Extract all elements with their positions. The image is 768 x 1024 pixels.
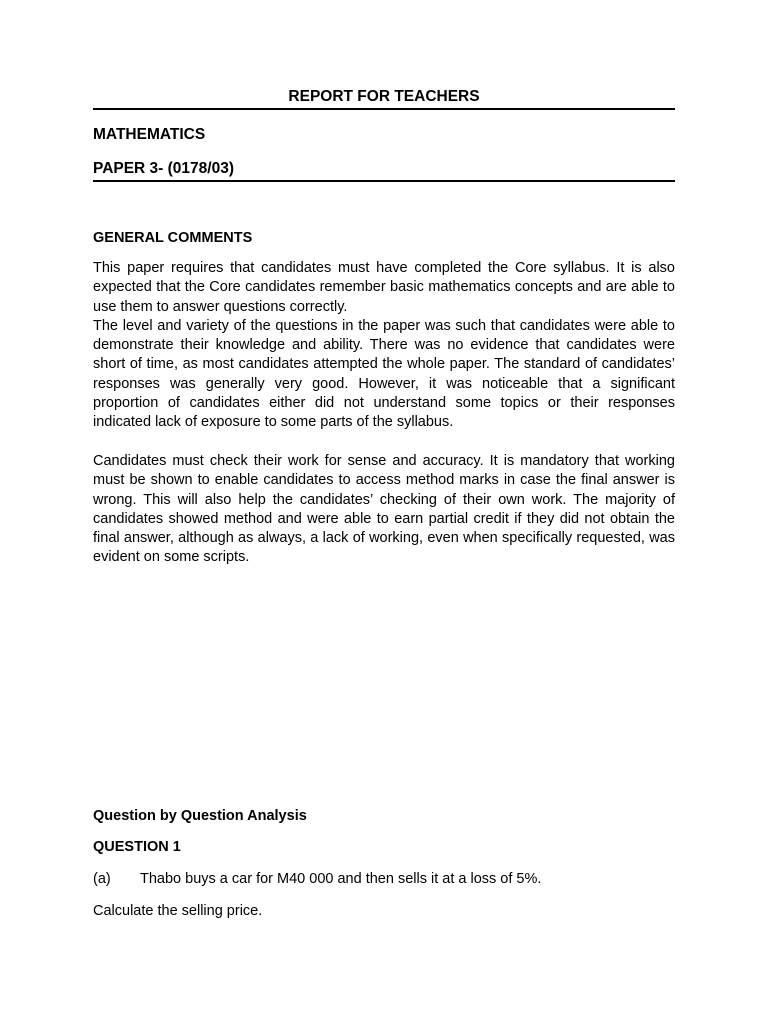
title-rule <box>93 108 675 110</box>
question-1-instruction: Calculate the selling price. <box>93 903 263 919</box>
paragraph-1b: The level and variety of the questions in the paper was such that candidates were able to demonstrate their knowledge and ability. There was no evidence that candidates were short of time, as most candidates attempted the whole paper. The standard of candidates’ responses was generally very good. However, it was noticeable that a significant proportion of candidates either did not understand some topics or their responses indicated lack of exposure to some parts of the syllabus. <box>93 317 675 431</box>
paragraph-2: Candidates must check their work for sense and accuracy. It is mandatory that working must be shown to enable candidates to access method marks in case the final answer is wrong. This will also help the candidates’ checking of their own work. The majority of candidates showed method and were able to earn partial credit if they did not obtain the final answer, although as always, a lack of working, even when specifically requested, was evident on some scripts. <box>93 453 675 566</box>
part-a-text: Thabo buys a car for M40 000 and then sells it at a loss of 5%. <box>140 871 542 887</box>
analysis-heading: Question by Question Analysis <box>93 808 307 824</box>
paper-heading: PAPER 3- (0178/03) <box>93 160 234 177</box>
question-1-heading: QUESTION 1 <box>93 839 181 855</box>
subject-heading: MATHEMATICS <box>93 126 206 143</box>
paragraph-1a: This paper requires that candidates must have completed the Core syllabus. It is also expected that the Core candidates remember basic mathematics concepts and are able to use them to answer questions correctly. <box>93 260 675 315</box>
question-1-part-a <box>93 870 541 888</box>
general-comments-paragraph-1 <box>93 259 675 433</box>
general-comments-paragraph-2 <box>93 452 675 568</box>
part-a-label: (a) <box>93 871 111 887</box>
report-title: REPORT FOR TEACHERS <box>288 88 480 105</box>
general-comments-heading: GENERAL COMMENTS <box>93 230 253 246</box>
paper-rule <box>93 180 675 182</box>
